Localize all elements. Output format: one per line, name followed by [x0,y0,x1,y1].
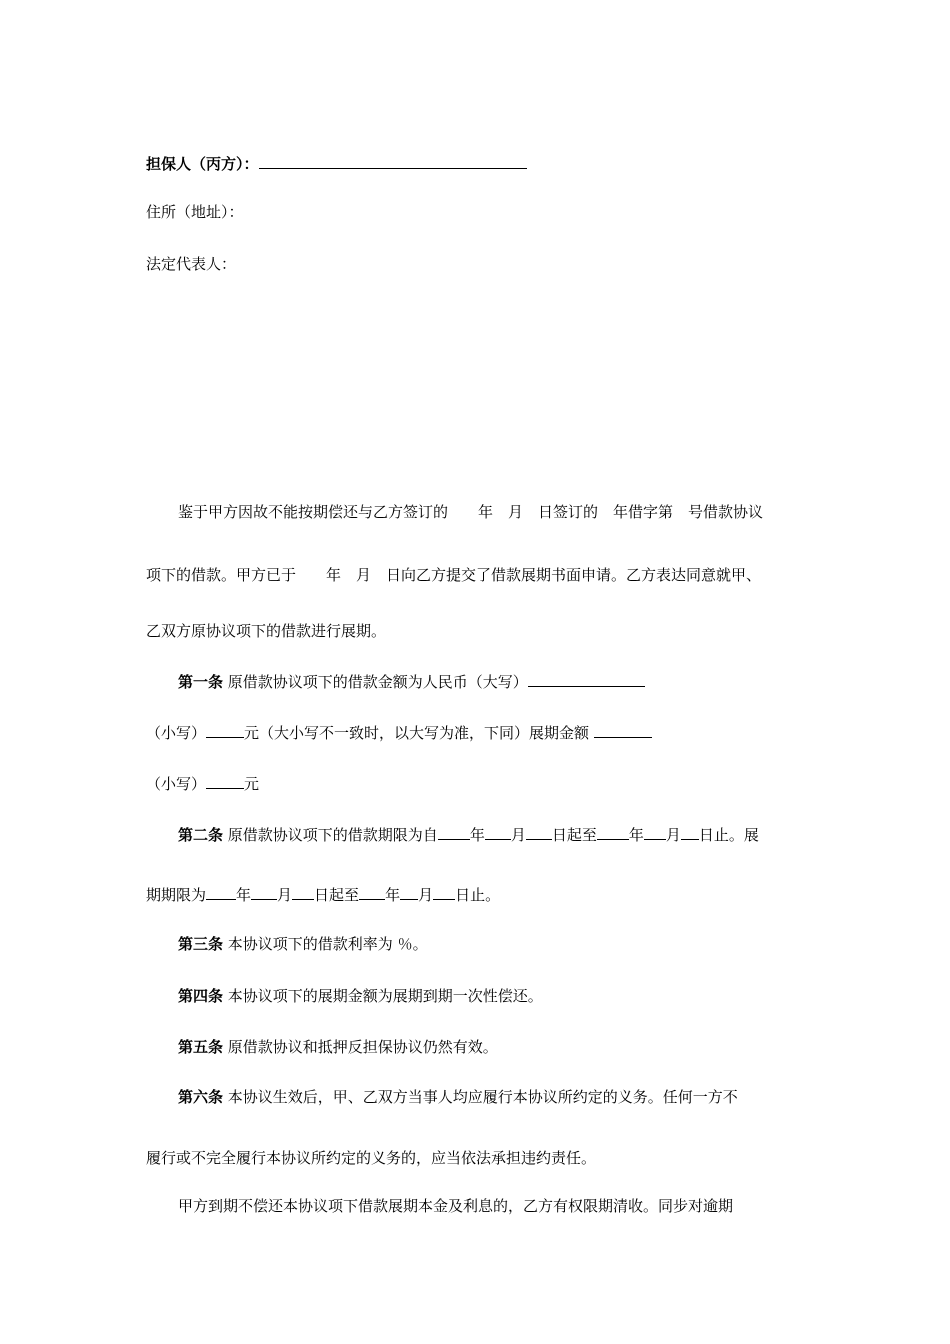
article-1-text-a: 原借款协议项下的借款金额为人民币（大写） [227,673,528,691]
article-1-title: 第一条 [178,673,224,691]
date-blank [681,823,699,840]
article-1-line-1 [178,670,645,692]
date-blank [597,823,629,840]
article-2-text: 月 [277,886,293,904]
legal-rep-label: 法定代表人： [146,255,237,273]
address-label: 住所（地址）： [146,203,244,221]
article-2-text: 年 [628,826,644,844]
guarantor-label: 担保人（丙方）： [146,155,259,173]
date-blank [400,883,418,900]
date-blank [433,883,455,900]
article-2-text: 日起至 [551,826,597,844]
extension-amount-blank [594,721,652,738]
date-blank [292,883,314,900]
article-5-title: 第五条 [178,1038,224,1056]
article-1-line-3 [146,772,259,794]
article-2-text: 原借款协议项下的借款期限为自 [227,826,438,844]
article-2-title: 第二条 [178,826,224,844]
preamble-line-3: 乙双方原协议项下的借款进行展期。 [146,622,387,640]
article-5-text: 原借款协议和抵押反担保协议仍然有效。 [227,1038,498,1056]
article-5-line [178,1037,498,1057]
preamble-line-2: 项下的借款。甲方已于 年 月 日向乙方提交了借款展期书面申请。乙方表达同意就甲、 [146,566,762,584]
date-blank [644,823,666,840]
article-2-line-2 [146,883,500,905]
article-1-text-b2: 元（大小写不一致时，以大写为准，下同）展期金额 [244,724,590,742]
article-3-text: 本协议项下的借款利率为 ％。 [227,935,428,953]
article-4-line [178,986,543,1006]
article-1-text-c1: （小写） [146,775,207,793]
preamble-line-1: 鉴于甲方因故不能按期偿还与乙方签订的 年 月 日签订的 年借字第 号借款协议 [178,503,764,521]
date-blank [206,883,236,900]
date-blank [359,883,385,900]
article-2-text: 年 [469,826,485,844]
article-1-line-2 [146,721,652,743]
article-2-text: 年 [385,886,401,904]
article-2-text: 日止。 [455,886,501,904]
guarantor-blank [259,152,527,169]
article-2-line-1 [178,823,759,845]
article-2-text: 期期限为 [146,886,207,904]
article-4-title: 第四条 [178,987,224,1005]
date-blank [251,883,277,900]
article-3-line [178,934,428,954]
amount-small-blank [206,721,244,738]
article-6-line-2: 履行或不完全履行本协议所约定的义务的，应当依法承担违约责任。 [146,1149,597,1167]
date-blank [438,823,470,840]
guarantor-line [146,152,527,174]
article-1-text-b1: （小写） [146,724,207,742]
article-3-title: 第三条 [178,935,224,953]
article-2-text: 日止。展 [698,826,759,844]
closing-line: 甲方到期不偿还本协议项下借款展期本金及利息的，乙方有权限期清收。同步对逾期 [178,1197,734,1215]
article-6-line-1 [178,1087,738,1107]
article-2-text: 年 [236,886,252,904]
extension-small-blank [206,772,244,789]
article-2-text: 月 [665,826,681,844]
date-blank [485,823,511,840]
article-2-text: 日起至 [314,886,360,904]
article-4-text: 本协议项下的展期金额为展期到期一次性偿还。 [227,987,543,1005]
article-2-text: 月 [418,886,434,904]
amount-capital-blank [528,670,645,687]
date-blank [526,823,552,840]
article-2-text: 月 [510,826,526,844]
article-6-text-1: 本协议生效后，甲、乙双方当事人均应履行本协议所约定的义务。任何一方不 [227,1088,738,1106]
article-1-text-c2: 元 [244,775,260,793]
article-6-title: 第六条 [178,1088,224,1106]
